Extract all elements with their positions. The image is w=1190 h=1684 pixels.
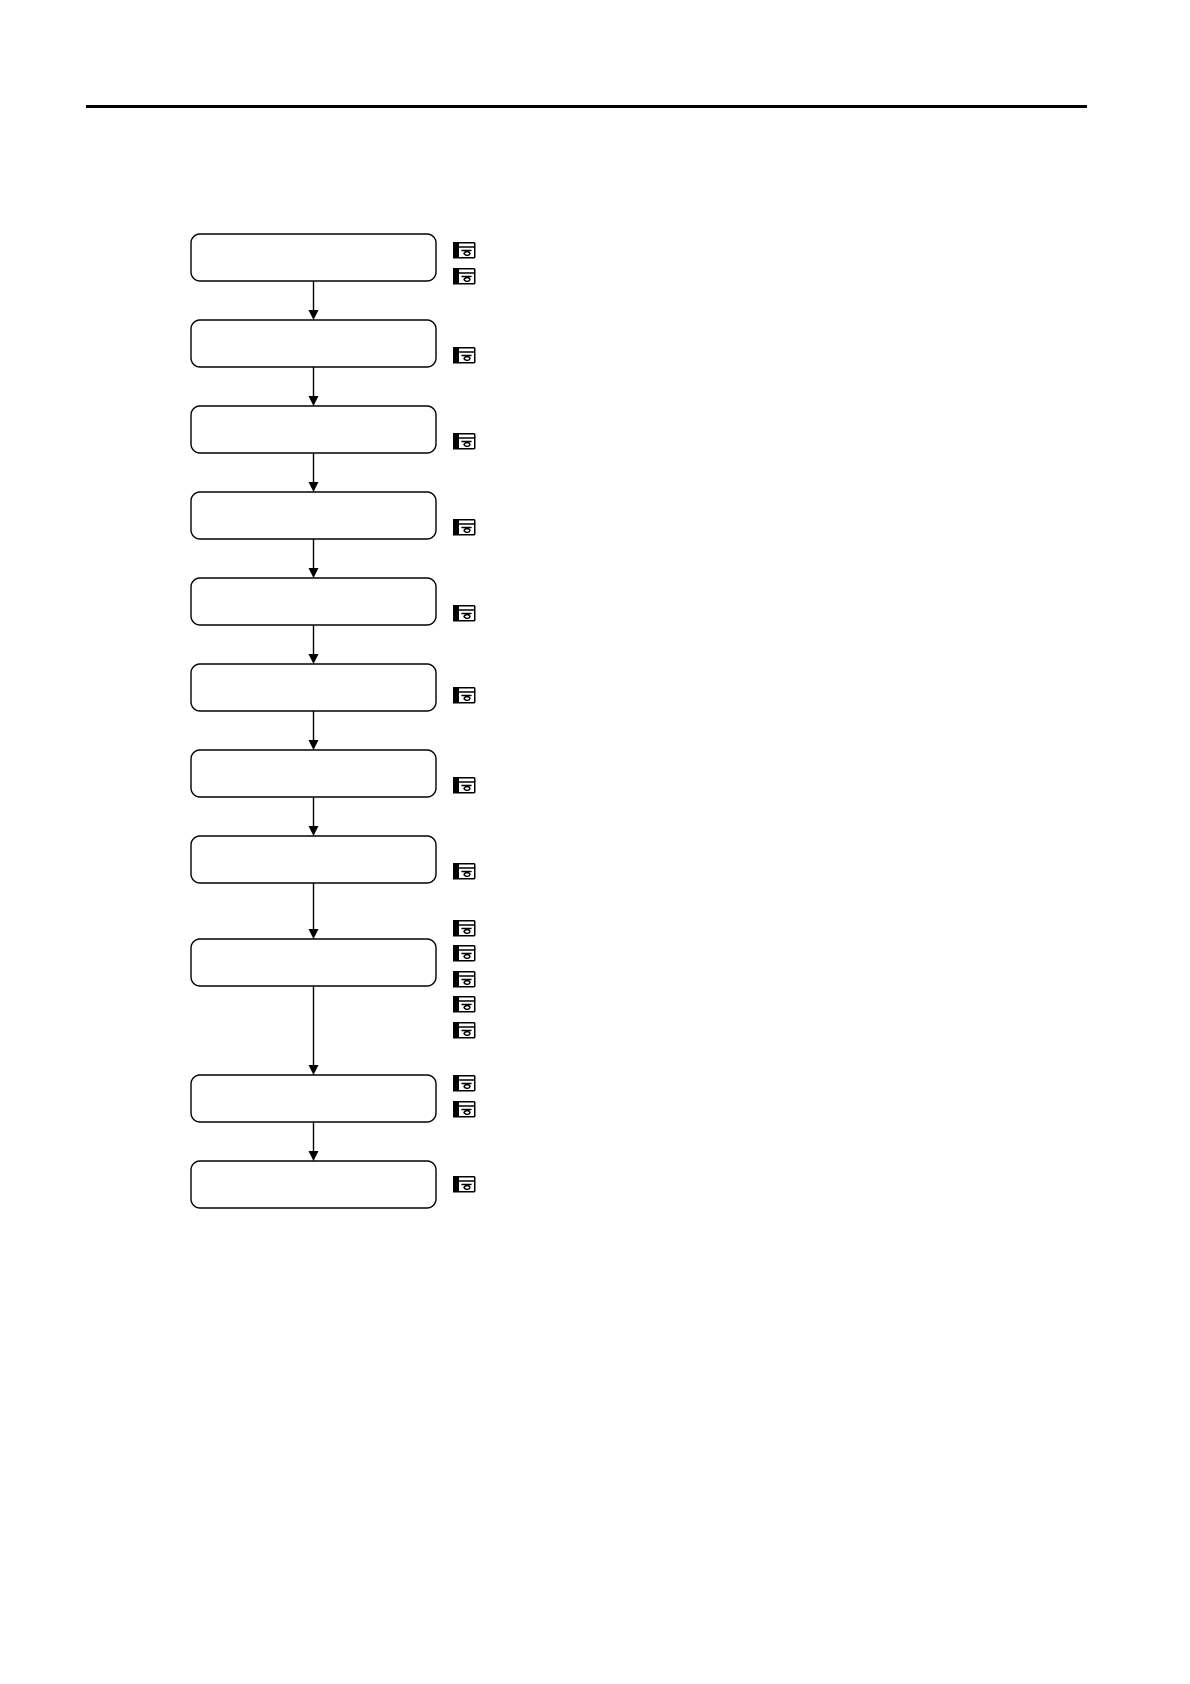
flow-step-box bbox=[191, 750, 436, 797]
flow-step-11 bbox=[191, 1161, 436, 1208]
flow-arrow-7 bbox=[309, 797, 319, 836]
flow-step-box bbox=[191, 320, 436, 367]
flow-step-box bbox=[191, 939, 436, 986]
pointing-hand-icon bbox=[453, 945, 475, 962]
flow-step-box bbox=[191, 1075, 436, 1122]
flow-step-4 bbox=[191, 492, 436, 539]
pointing-hand-icon bbox=[453, 777, 475, 794]
flow-step-7 bbox=[191, 750, 436, 797]
flow-step-box bbox=[191, 836, 436, 883]
flow-step-box bbox=[191, 664, 436, 711]
flow-step-6 bbox=[191, 664, 436, 711]
pointing-hand-icon bbox=[453, 863, 475, 880]
pointing-hand-icon bbox=[453, 920, 475, 937]
flow-step-2 bbox=[191, 320, 436, 367]
flow-step-8 bbox=[191, 836, 436, 883]
flow-step-box bbox=[191, 1161, 436, 1208]
pointing-hand-icon bbox=[453, 242, 475, 259]
flow-arrow-3 bbox=[309, 453, 319, 492]
flow-step-3 bbox=[191, 406, 436, 453]
pointing-hand-icon bbox=[453, 519, 475, 536]
pointing-hand-icon bbox=[453, 996, 475, 1013]
flow-step-box bbox=[191, 234, 436, 281]
flow-step-10 bbox=[191, 1075, 436, 1122]
pointing-hand-icon bbox=[453, 1075, 475, 1092]
pointing-hand-icon bbox=[453, 687, 475, 704]
flow-step-box bbox=[191, 578, 436, 625]
pointing-hand-icon bbox=[453, 605, 475, 622]
flow-step-5 bbox=[191, 578, 436, 625]
pointing-hand-icon bbox=[453, 433, 475, 450]
pointing-hand-icon bbox=[453, 1101, 475, 1118]
flow-arrow-1 bbox=[309, 281, 319, 320]
flow-arrow-10 bbox=[309, 1122, 319, 1161]
flow-step-box bbox=[191, 492, 436, 539]
pointing-hand-icon bbox=[453, 347, 475, 364]
flow-arrow-8 bbox=[309, 883, 319, 939]
flow-arrow-9 bbox=[309, 986, 319, 1075]
flow-arrow-2 bbox=[309, 367, 319, 406]
flow-step-box bbox=[191, 406, 436, 453]
flow-arrow-6 bbox=[309, 711, 319, 750]
pointing-hand-icon bbox=[453, 1176, 475, 1193]
flow-arrow-4 bbox=[309, 539, 319, 578]
flow-arrow-5 bbox=[309, 625, 319, 664]
pointing-hand-icon bbox=[453, 268, 475, 285]
flow-step-9 bbox=[191, 939, 436, 986]
pointing-hand-icon bbox=[453, 1022, 475, 1039]
pointing-hand-icon bbox=[453, 971, 475, 988]
flow-step-1 bbox=[191, 234, 436, 281]
